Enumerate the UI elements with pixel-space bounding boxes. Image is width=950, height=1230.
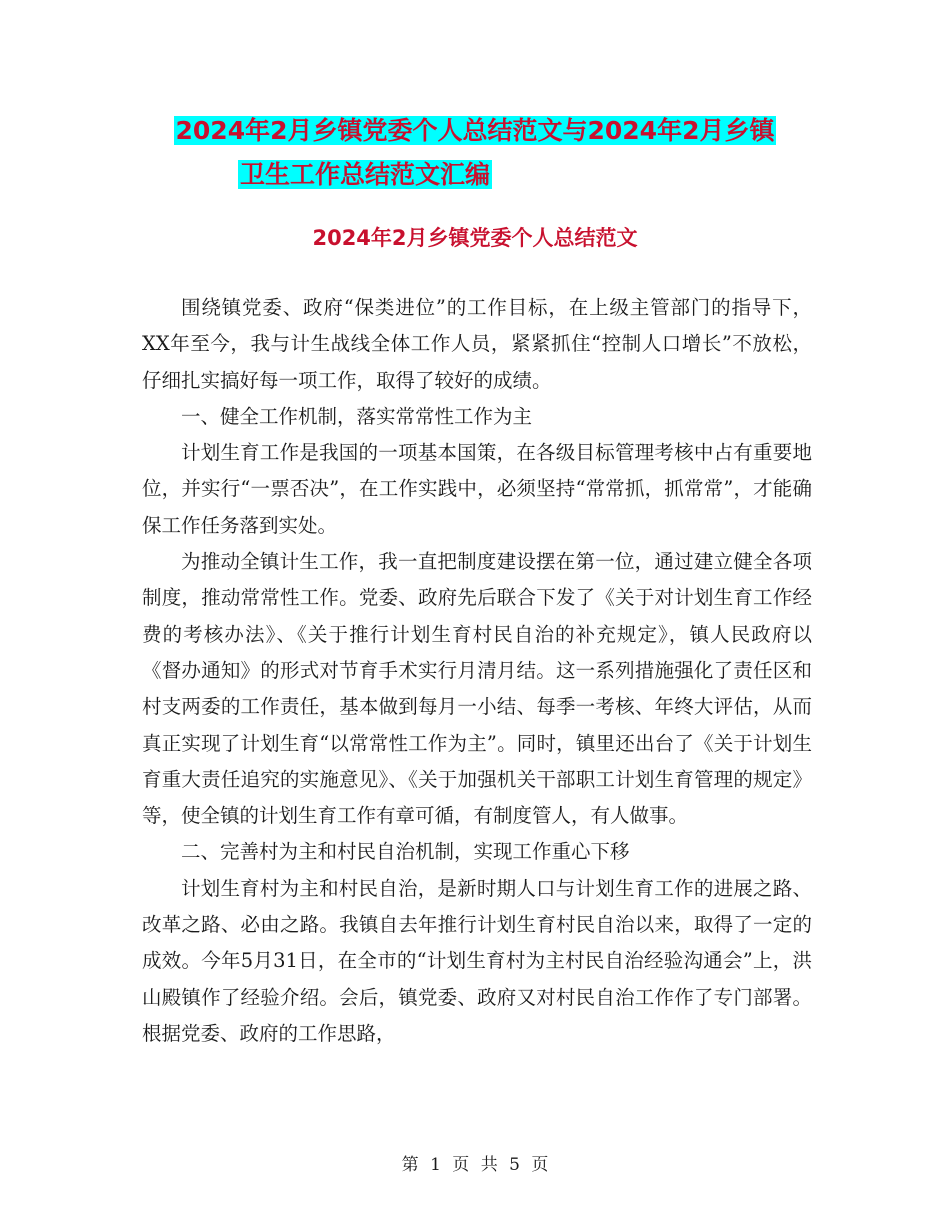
paragraph-section-1-a: 计划生育工作是我国的一项基本国策，在各级目标管理考核中占有重要地位，并实行“一票否决”，在工作实践中，必须坚持“常常抓，抓常常”，才能确保工作任务落到实处。 xyxy=(142,441,812,537)
section-title: 2024年2月乡镇党委个人总结范文 xyxy=(312,226,638,250)
paragraph-intro: 围绕镇党委、政府“保类进位”的工作目标，在上级主管部门的指导下，XX年至今，我与计生战线全体工作人员，紧紧抓住“控制人口增长”不放松，仔细扎实搞好每一项工作，取得了较好的成绩。 xyxy=(142,296,812,392)
document-title-line-2-text: 卫生工作总结范文汇编 xyxy=(239,160,490,189)
heading-section-2: 二、完善村为主和村民自治机制，实现工作重心下移 xyxy=(181,840,630,864)
document-title-line-2 xyxy=(0,152,840,198)
paragraph-section-1-b: 为推动全镇计生工作，我一直把制度建设摆在第一位，通过建立健全各项制度，推动常常性工作。党委、政府先后联合下发了《关于对计划生育工作经费的考核办法》、《关于推行计划生育村民自治的补充规定》，镇人民政府以《督办通知》的形式对节育手术实行月清月结。这一系列措施强化了责任区和村支两委的工作责任，基本做到每月一小结、每季一考核、年终大评估，从而真正实现了计划生育“以常常性工作为主”。同时，镇里还出台了《关于计划生育重大责任追究的实施意见》、《关于加强机关干部职工计划生育管理的规定》等，使全镇的计划生育工作有章可循，有制度管人，有人做事。 xyxy=(142,550,812,828)
heading-section-1: 一、健全工作机制，落实常常性工作为主 xyxy=(181,404,533,428)
paragraph-section-2-a: 计划生育村为主和村民自治，是新时期人口与计划生育工作的进展之路、改革之路、必由之路。我镇自去年推行计划生育村民自治以来，取得了一定的成效。今年5月31日，在全市的“计划生育村为主村民自治经验沟通会”上，洪山殿镇作了经验介绍。会后，镇党委、政府又对村民自治工作作了专门部署。根据党委、政府的工作思路， xyxy=(142,876,812,1045)
document-title-line-1-text: 2024年2月乡镇党委个人总结范文与2024年2月乡镇 xyxy=(175,116,775,145)
page-footer: 第 1 页 共 5 页 xyxy=(401,1155,549,1175)
document-title-line-1 xyxy=(0,108,950,154)
document-body xyxy=(142,290,812,1052)
